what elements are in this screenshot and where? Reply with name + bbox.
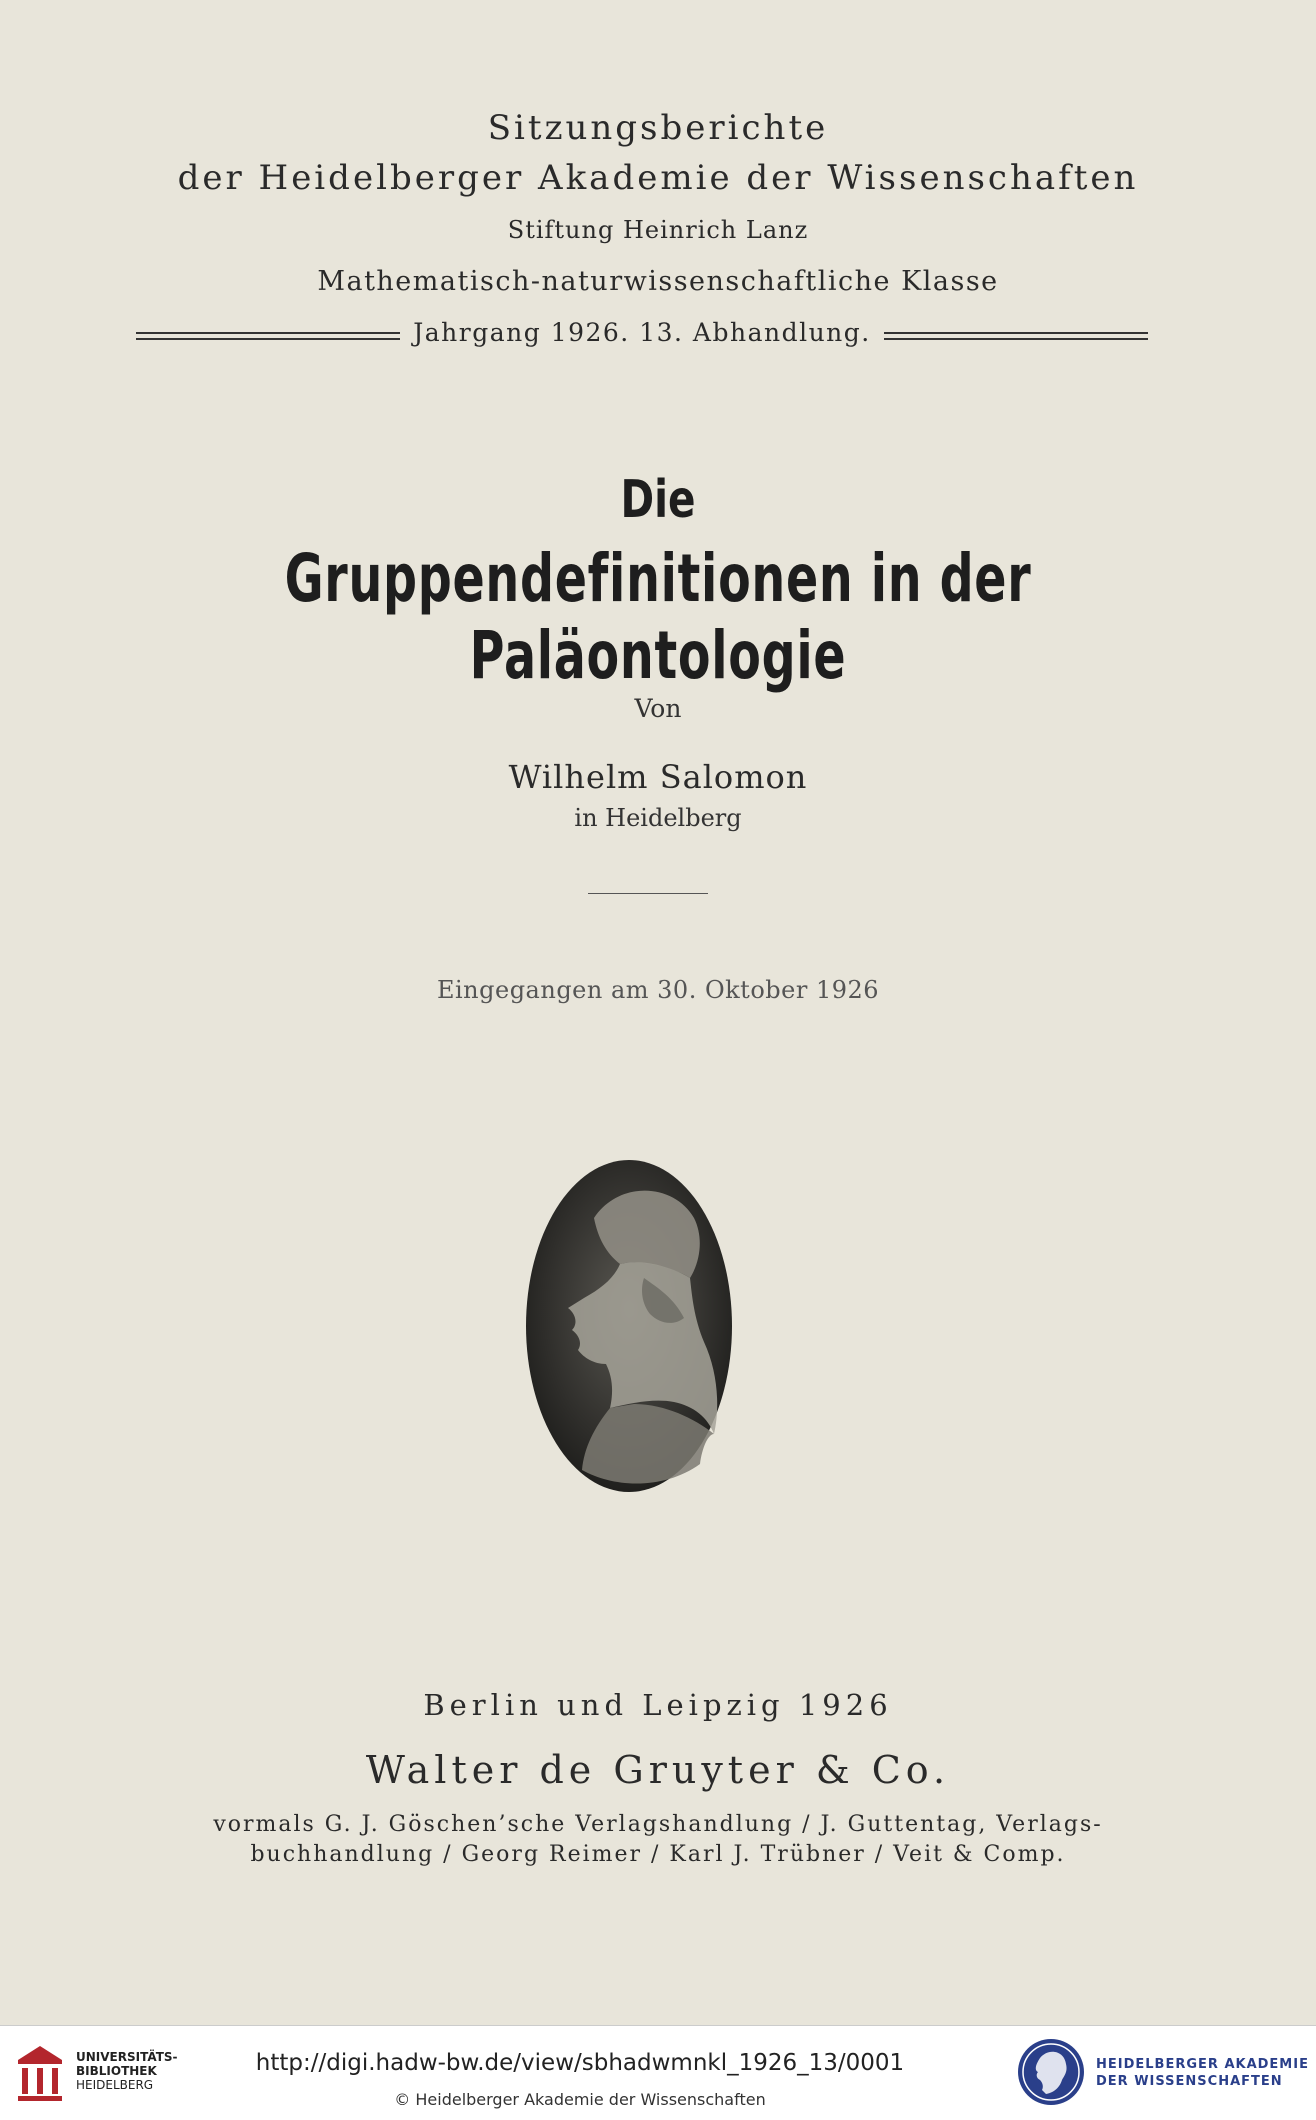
academy-name-line-1: HEIDELBERGER AKADEMIE — [1096, 2057, 1309, 2072]
permalink-url[interactable]: http://digi.hadw-bw.de/view/sbhadwmnkl_1926_13/0001 — [255, 2050, 905, 2076]
digitization-footer — [0, 2025, 1316, 2120]
double-rule-left — [136, 332, 400, 340]
author-prefix: Von — [634, 694, 682, 723]
former-publishers-line-1: vormals G. J. Göschen’sche Verlagshandlung / J. Guttentag, Verlags- — [213, 1812, 1103, 1837]
title-line-1: Die — [620, 470, 696, 530]
series-title: Sitzungsberichte — [487, 108, 829, 148]
volume-info: Jahrgang 1926. 13. Abhandlung. — [413, 318, 871, 347]
class-name: Mathematisch-naturwissenschaftliche Klasse — [317, 266, 999, 297]
athena-cameo-emblem — [524, 1158, 734, 1494]
academy-name-line-2: DER WISSENSCHAFTEN — [1096, 2074, 1283, 2089]
received-date: Eingegangen am 30. Oktober 1926 — [436, 976, 880, 1004]
double-rule-right — [884, 332, 1148, 340]
publisher-name: Walter de Gruyter & Co. — [365, 1748, 951, 1792]
copyright-notice: © Heidelberger Akademie der Wissenschaften — [394, 2090, 766, 2109]
foundation-name: Stiftung Heinrich Lanz — [507, 216, 809, 244]
library-name-line-3: HEIDELBERG — [76, 2078, 154, 2092]
academy-name-footer — [1096, 2056, 1309, 2090]
separator-rule — [588, 893, 708, 894]
author-name: Wilhelm Salomon — [508, 758, 808, 796]
library-name-line-2: BIBLIOTHEK — [76, 2064, 157, 2078]
academy-seal-icon — [1016, 2036, 1086, 2108]
university-library-name — [76, 2050, 178, 2092]
library-name-line-1: UNIVERSITÄTS- — [76, 2050, 178, 2064]
title-line-2: Gruppendefinitionen in der Paläontologie — [284, 540, 1032, 694]
volume-line — [136, 318, 1148, 354]
academy-name: der Heidelberger Akademie der Wissenschaften — [177, 158, 1139, 198]
university-library-logo-icon — [14, 2040, 66, 2106]
author-place: in Heidelberg — [574, 804, 742, 832]
imprint-city: Berlin und Leipzig 1926 — [423, 1688, 893, 1722]
former-publishers-line-2: buchhandlung / Georg Reimer / Karl J. Trübner / Veit & Comp. — [250, 1842, 1066, 1867]
